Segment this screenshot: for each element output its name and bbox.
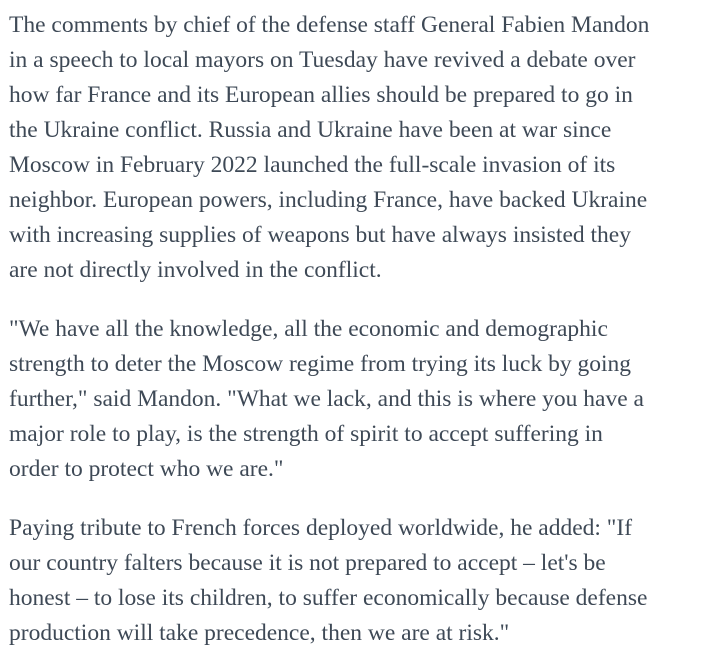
text-line: the Ukraine conflict. Russia and Ukraine have been at war since <box>9 117 612 143</box>
text-line: "We have all the knowledge, all the economic and demographic <box>9 316 608 342</box>
text-line: further," said Mandon. "What we lack, and this is where you have a <box>9 386 644 412</box>
paragraph <box>9 511 718 651</box>
text-line: Paying tribute to French forces deployed worldwide, he added: "If <box>9 515 633 541</box>
text-line: our country falters because it is not prepared to accept – let's be <box>9 550 606 576</box>
text-line: production will take precedence, then we are at risk." <box>9 620 510 646</box>
text-line: with increasing supplies of weapons but have always insisted they <box>9 222 631 248</box>
text-line: order to protect who we are." <box>9 456 284 482</box>
text-line: in a speech to local mayors on Tuesday have revived a debate over <box>9 47 636 73</box>
text-line: honest – to lose its children, to suffer economically because defense <box>9 585 648 611</box>
paragraph <box>9 312 718 487</box>
paragraph <box>9 8 718 288</box>
text-line: strength to deter the Moscow regime from trying its luck by going <box>9 351 631 377</box>
article-body <box>9 8 718 651</box>
text-line: how far France and its European allies should be prepared to go in <box>9 82 633 108</box>
text-line: are not directly involved in the conflict. <box>9 257 382 283</box>
text-line: neighbor. European powers, including France, have backed Ukraine <box>9 187 648 213</box>
text-line: Moscow in February 2022 launched the full-scale invasion of its <box>9 152 616 178</box>
text-line: major role to play, is the strength of spirit to accept suffering in <box>9 421 603 447</box>
text-line: The comments by chief of the defense staff General Fabien Mandon <box>9 12 650 38</box>
